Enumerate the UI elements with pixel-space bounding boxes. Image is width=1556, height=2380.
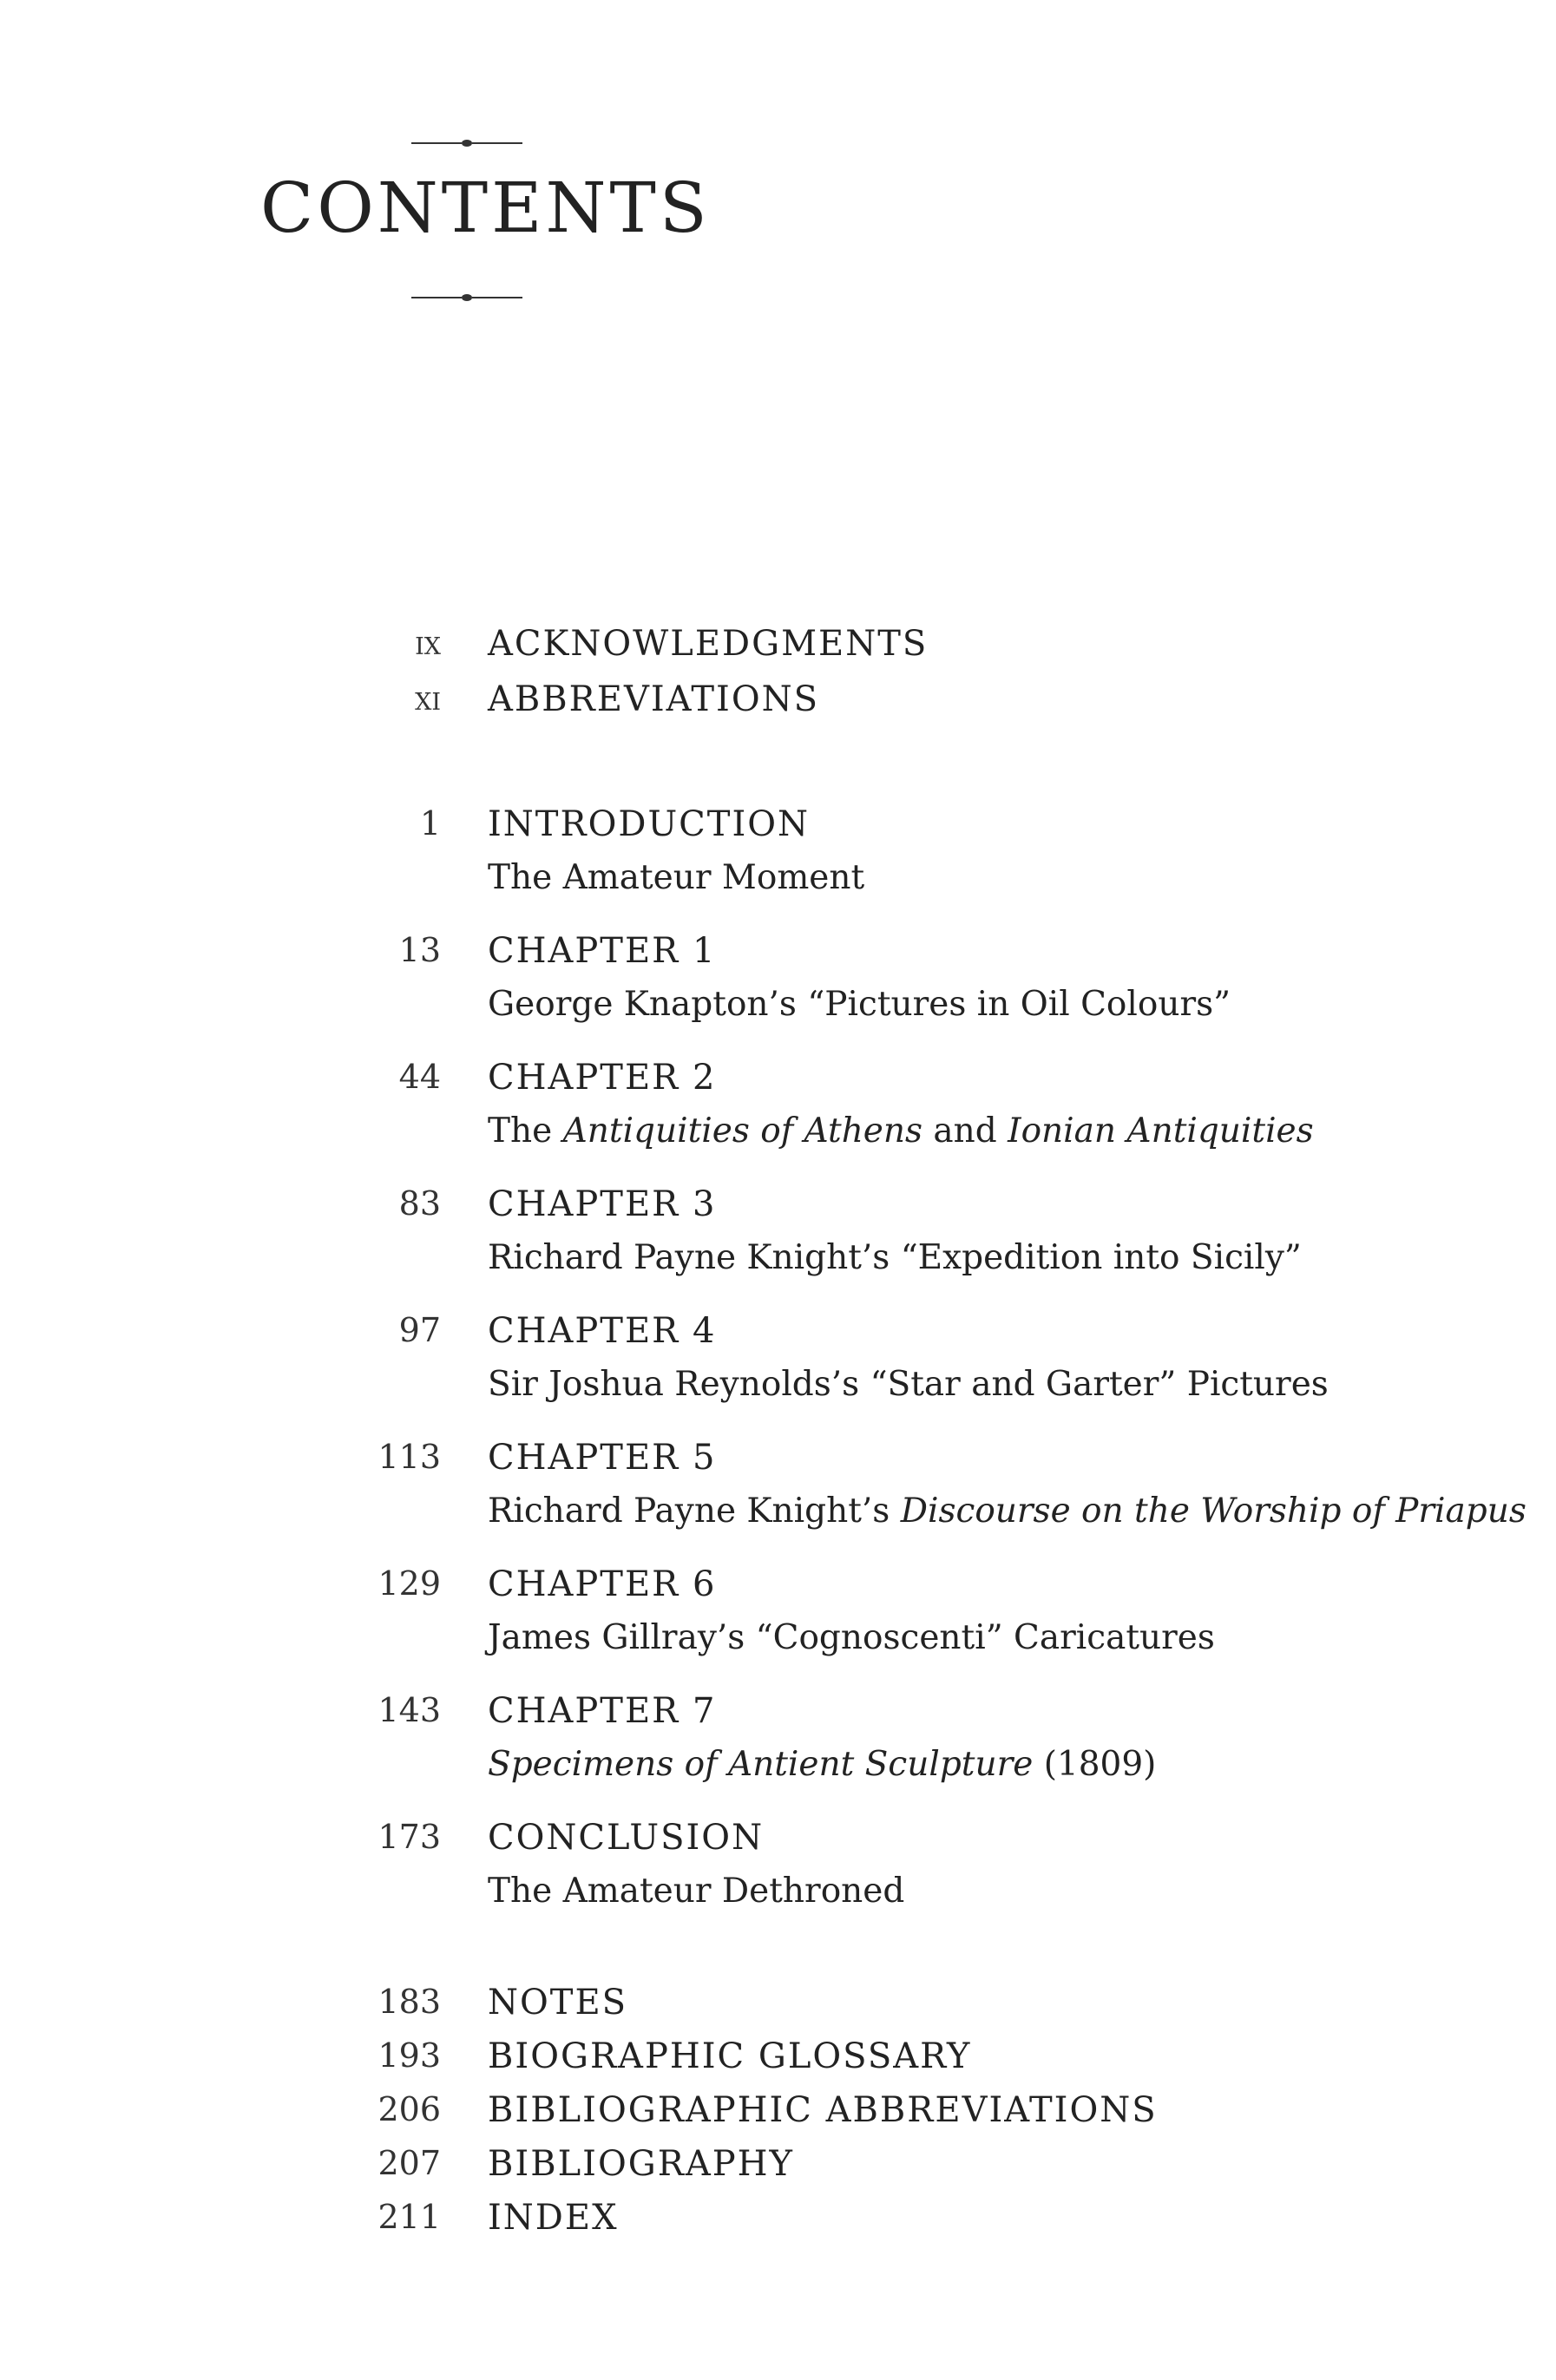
entry-label: BIBLIOGRAPHIC ABBREVIATIONS: [488, 2090, 1158, 2130]
entry-label: CHAPTER 3: [488, 1184, 717, 1224]
entry-subtitle: James Gillray’s “Cognoscenti” Caricatures: [488, 1618, 1215, 1657]
top-ornament: [411, 137, 522, 149]
entry-label: CHAPTER 4: [488, 1311, 717, 1351]
page-number: 44: [398, 1058, 441, 1096]
page-number: 173: [378, 1818, 441, 1856]
entry-label: BIOGRAPHIC GLOSSARY: [488, 2036, 972, 2076]
bottom-ornament: [411, 292, 522, 304]
page-number: 1: [419, 804, 441, 843]
entry-label: CHAPTER 2: [488, 1058, 717, 1098]
page-title: CONTENTS: [260, 167, 711, 248]
page-number: 129: [378, 1564, 441, 1603]
page-number: 193: [378, 2036, 441, 2075]
entry-label: ACKNOWLEDGMENTS: [488, 624, 929, 664]
entry-label: INTRODUCTION: [488, 804, 811, 844]
page-number: 211: [378, 2198, 441, 2236]
page-number: 207: [378, 2144, 441, 2182]
page-number: xi: [415, 679, 441, 718]
entry-label: ABBREVIATIONS: [488, 679, 820, 719]
entry-label: BIBLIOGRAPHY: [488, 2144, 794, 2184]
entry-subtitle: Sir Joshua Reynolds’s “Star and Garter” Pictures: [488, 1365, 1329, 1404]
entry-subtitle: The Amateur Moment: [488, 858, 865, 897]
entry-subtitle: The Antiquities of Athens and Ionian Antiquities: [488, 1111, 1314, 1151]
entry-subtitle: The Amateur Dethroned: [488, 1872, 905, 1911]
page-number: 183: [378, 1983, 441, 2021]
page-number: 97: [398, 1311, 441, 1349]
page-number: ix: [415, 624, 441, 662]
page-number: 13: [398, 931, 441, 969]
entry-subtitle: Specimens of Antient Sculpture (1809): [488, 1745, 1157, 1784]
entry-subtitle: George Knapton’s “Pictures in Oil Colours”: [488, 985, 1231, 1024]
entry-subtitle: Richard Payne Knight’s “Expedition into Sicily”: [488, 1238, 1302, 1277]
entry-label: CHAPTER 6: [488, 1564, 717, 1604]
entry-label: INDEX: [488, 2198, 619, 2238]
page-number: 113: [378, 1438, 441, 1476]
entry-label: NOTES: [488, 1983, 628, 2023]
page-number: 83: [398, 1184, 441, 1223]
entry-label: CHAPTER 1: [488, 931, 717, 971]
entry-subtitle: Richard Payne Knight’s Discourse on the Worship of Priapus: [488, 1492, 1526, 1531]
entry-label: CHAPTER 7: [488, 1691, 717, 1731]
page-number: 206: [378, 2090, 441, 2128]
page-number: 143: [378, 1691, 441, 1729]
entry-label: CHAPTER 5: [488, 1438, 717, 1478]
entry-label: CONCLUSION: [488, 1818, 765, 1858]
